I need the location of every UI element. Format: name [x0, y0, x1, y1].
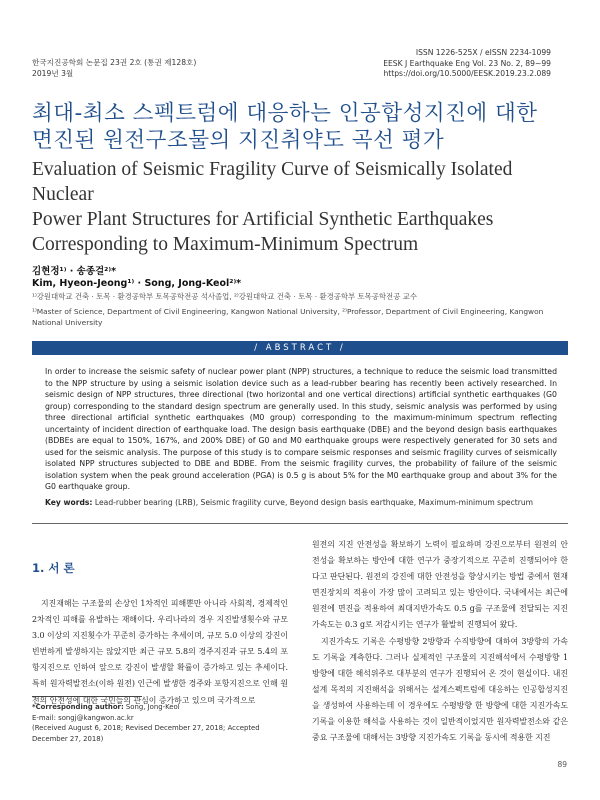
journal-name-en: EESK J Earthquake Eng Vol. 23 No. 2, 89~99: [383, 58, 551, 68]
corresponding-author-footnote: [32, 702, 292, 744]
keywords-label: Key words:: [45, 498, 93, 507]
title-en-line-1: Evaluation of Seismic Fragility Curve of Seismically Isolated Nuclear: [32, 159, 513, 205]
section-heading-introduction: 1. 서 론: [32, 561, 75, 575]
issn: ISSN 1226-525X / eISSN 2234-1099: [415, 48, 551, 57]
title-korean: [32, 100, 572, 154]
keywords-list: Lead-rubber bearing (LRB), Seismic fragility curve, Beyond design basis earthquake, Maximum-minimum spectrum: [94, 498, 534, 507]
affiliation-english-line-1: ¹⁾Master of Science, Department of Civil Engineering, Kangwon National University, ²⁾Professor, Department of Civil Engineering, Kangwon: [32, 307, 544, 316]
journal-header-left: [32, 57, 196, 79]
intro-paragraph-2: 원전의 지진 안전성을 확보하기 노력이 필요하며 강진으로부터 원전의 안전성을 확보하는 방안에 대한 연구가 중장기적으로 꾸준히 진행되어야 한다고 판단된다. 원전의 강진에 대한 안전성을 향상시키는 방법 중에서 현재 면진장치의 적용이 가장 많이 고려되고 있는 방안이다. 국내에서는 최근에 원전에 면진을 적용하여 최대지반가속도 0.5 g를 구조물에 전달되는 지진가속도는 0.3 g로 저감시키는 연구가 활발히 진행되어 왔다.: [312, 540, 568, 630]
journal-header-right: [383, 48, 551, 80]
issue-date-ko: 2019년 3월: [32, 69, 74, 78]
affiliation-english: [32, 307, 568, 328]
footnote-author: Song, Jong-Keol: [125, 703, 180, 711]
footnote-history: (Received August 6, 2018; Revised December 27, 2018; Accepted December 27, 2018): [32, 724, 260, 743]
title-en-line-3: Corresponding to Maximum-Minimum Spectrum: [32, 234, 419, 255]
section-divider: [32, 523, 568, 524]
title-ko-line-1: 최대-최소 스펙트럼에 대응하는 인공합성지진에 대한: [32, 101, 538, 126]
doi-link[interactable]: https://doi.org/10.5000/EESK.2019.23.2.089: [383, 69, 551, 78]
affiliation-english-line-2: National University: [32, 317, 103, 327]
intro-paragraph-3: 지진가속도 기록은 수평방향 2방향과 수직방향에 대하여 3방향의 가속도 기록을 계측한다. 그러나 실제적인 구조물의 지진해석에서 수평방향 1방향에 대한 해석위주로 대부분의 연구가 진행되어 온 것이 현실이다. 내진설계 목적의 지진해석을 위해서는 설계스펙트럼에 대응하는 인공합성지진을 생성하여 사용하는데 이 경우에도 수평방향 한 방향에 대한 지진가속도 기록을 이용한 해석을 사용하는 것이 일반적이었지만 원자력발전소와 같은 중요 구조물에 대해서는 3방향 지진가속도 기록을 동시에 적용한 지진: [312, 636, 568, 743]
title-ko-line-2: 면진된 원전구조물의 지진취약도 곡선 평가: [32, 128, 445, 153]
affiliation-korean: ¹⁾강원대학교 건축 · 토목 · 환경공학부 토목공학전공 석사졸업, ²⁾강원대학교 건축 · 토목 · 환경공학부 토목공학전공 교수: [32, 292, 417, 301]
title-en-line-2: Power Plant Structures for Artificial Synthetic Earthquakes: [32, 209, 494, 230]
footnote-divider: [32, 696, 142, 697]
page-number: 89: [557, 760, 567, 769]
authors-korean: 김현정¹⁾ · 송종걸²⁾*: [32, 266, 117, 277]
journal-name-ko: 한국지진공학회 논문집 23권 2호 (통권 제128호): [32, 58, 197, 67]
body-column-left: [32, 596, 288, 709]
abstract-text: In order to increase the seismic safety of nuclear power plant (NPP) structures, a technique to reduce the seismic load transmitted to the NPP structure by using a seismic isolation device such as a lead-rubber bearing has recently been actively researched. In seismic design of NPP structures, three directional (two horizontal and one vertical directions) artificial synthetic earthquakes (G0 group) corresponding to the standard design spectrum are generally used. In this study, seismic analysis was performed by using three directional artificial synthetic earthquakes (M0 group) corresponding to the maximum-minimum spectrum reflecting uncertainty of incident direction of earthquake load. The design basis earthquake (DBE) and the beyond design basis earthquakes (BDBEs are equal to 150%, 167%, and 200% DBE) of G0 and M0 earthquake groups were respectively generated for 30 sets and used for the seismic analysis. The purpose of this study is to compare seismic responses and seismic fragility curves of seismically isolated NPP structures subjected to DBE and BDBE. From the seismic fragility curves, the probability of failure of the seismic isolation system when the peak ground acceleration (PGA) is 0.5 g is about 5% for the M0 earthquake group and about 3% for the G0 earthquake group.: [45, 367, 557, 492]
body-column-right: [312, 537, 568, 746]
intro-paragraph-1: 지진재해는 구조물의 손상인 1차적인 피해뿐만 아니라 사회적, 경제적인 2차적인 피해를 유발하는 재해이다. 우리나라의 경우 지진발생횟수와 규모 3.0 이상의 지진횟수가 꾸준히 증가하는 추세이며, 규모 5.0 이상의 강진이 빈번하게 발생하지는 않았지만 최근 규모 5.8의 경주지진과 규모 5.4의 포항지진으로 인하여 앞으로 강진이 발생할 확률이 증가하고 있는 추세이다. 특히 원자력발전소(이하 원전) 인근에 발생한 경주와 포항지진으로 인해 원전의 안전성에 대한 국민들의 관심이 증가하고 있으며 국가적으로: [32, 599, 288, 705]
keywords: [45, 498, 557, 507]
authors-english: Kim, Hyeon-Jeong¹⁾ · Song, Jong-Keol²⁾*: [32, 278, 242, 289]
footnote-email[interactable]: E-mail: songj@kangwon.ac.kr: [32, 713, 134, 722]
abstract-heading-bar: / ABSTRACT /: [32, 341, 568, 355]
footnote-label: *Corresponding author:: [32, 703, 124, 711]
title-english: [32, 157, 572, 257]
